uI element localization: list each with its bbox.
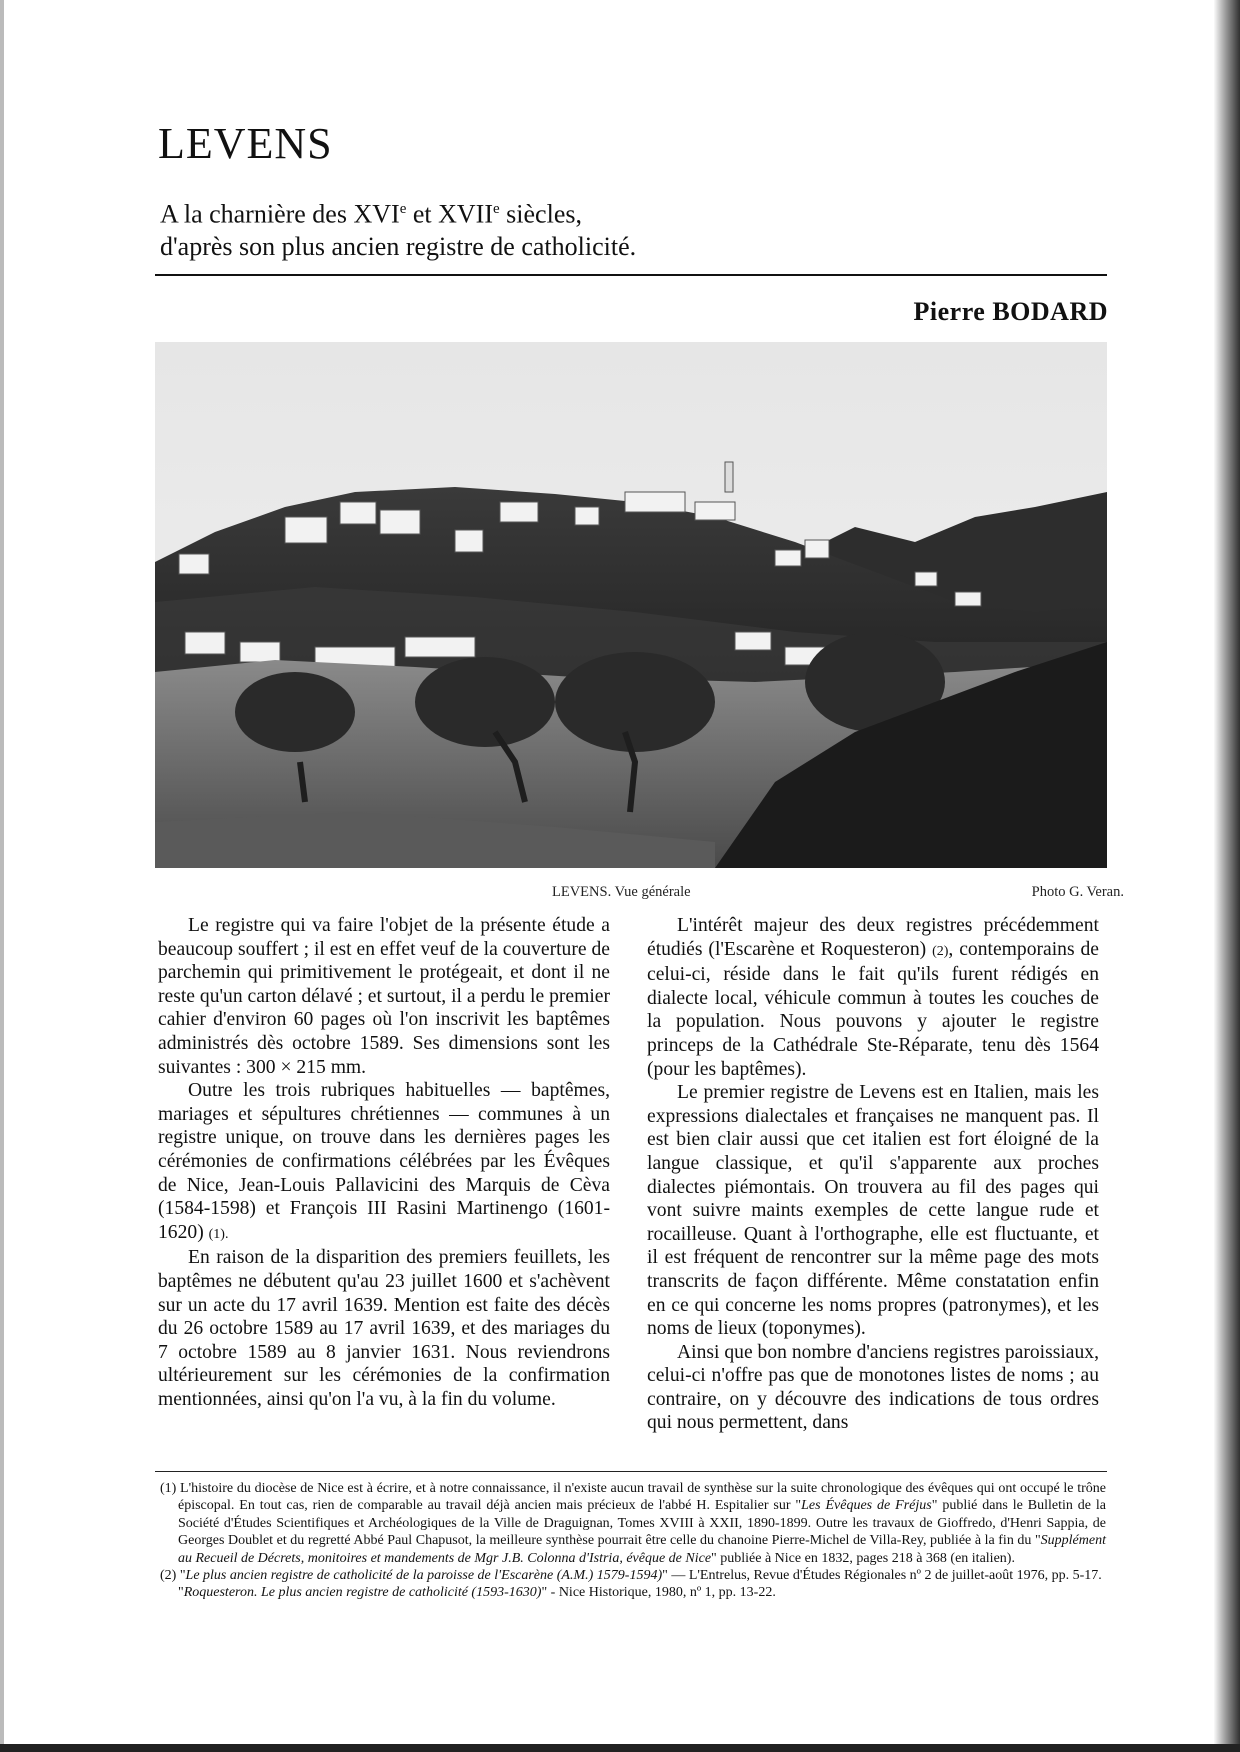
footnote-2 xyxy=(160,1567,1106,1584)
subtitle-text-1: A la charnière des XVI xyxy=(160,199,400,229)
footnote-text: (1) L'histoire du diocèse de Nice est à écrire, et à notre connaissance, il n'existe aucun travail de synthèse sur la suite chronologique des évêques qui ont occupé le trône épiscopal. En tout cas, rien de comparable au travail déjà ancien mais précieux de l'abbé H. Espitalier sur " xyxy=(160,1481,1106,1514)
photo-caption: LEVENS. Vue générale xyxy=(552,884,691,900)
footnote-title: Le plus ancien registre de catholicité de la paroisse de l'Escarène (A.M.) 1579-1594) xyxy=(185,1568,663,1584)
footnote-1 xyxy=(160,1480,1106,1567)
body-paragraph: Ainsi que bon nombre d'anciens registres paroissiaux, celui-ci n'offre pas que de monotones listes de noms ; au contraire, on y découvre des indications de tous ordres qui nous permettent, dans xyxy=(647,1341,1099,1434)
article-title: LEVENS xyxy=(158,119,333,168)
body-column-right xyxy=(647,914,1099,1435)
photo-illustration xyxy=(155,342,1107,868)
footnote-text: " publié dans le Bulletin de la Société d'Études Scientifiques et Archéologiques de la Ville de Draguignan, Tomes XVIII à XXII, 1890-1899. Outre les travaux de Gioffredo, d'Henri Sappia, de Georges Doublet et du regretté Abbé Paul Chapusot, la meilleure synthèse pourrait être celle du chanoine Pierre-Michel de Villa-Rey, publiée à la fin du " xyxy=(178,1498,1107,1549)
article-subtitle xyxy=(160,193,636,263)
body-paragraph xyxy=(647,914,1099,1081)
body-column-left xyxy=(158,914,610,1411)
paragraph-text: L'intérêt majeur des deux registres précédemment étudiés (l'Escarène et Roquesteron) xyxy=(647,915,1099,960)
author-name: Pierre BODARD xyxy=(913,297,1108,326)
footnote-title: Les Évêques de Fréjus xyxy=(801,1498,932,1514)
subtitle-text-3: siècles, xyxy=(499,199,582,229)
footnote-text: " xyxy=(178,1585,184,1601)
page-binding-shadow xyxy=(1214,0,1240,1752)
village-photo xyxy=(155,342,1107,868)
page-bottom-edge xyxy=(0,1744,1240,1752)
title-rule xyxy=(155,274,1107,276)
subtitle-sup-2: e xyxy=(493,201,500,217)
body-paragraph: Le premier registre de Levens est en Italien, mais les expressions dialectales et françaises ne manquent pas. Il est bien clair aussi que cet italien est fort éloigné de la langue classique, et qu'il s'apparente aux proches dialectes piémontais. On trouvera au fil des pages qui vont suivre maints exemples de cette langue rude et rocailleuse. Quant à l'orthographe, elle est fluctuante, et il est fréquent de rencontrer sur la même page des mots transcrits de façon différente. Même constatation enfin en ce qui concerne les noms propres (patronymes), et les noms de lieux (toponymes). xyxy=(647,1082,1099,1340)
footnote-title: Roquesteron. Le plus ancien registre de catholicité (1593-1630) xyxy=(183,1585,542,1601)
footnote-ref: (2) xyxy=(932,943,949,959)
photo-credit: Photo G. Veran. xyxy=(1031,884,1124,900)
body-paragraph xyxy=(158,1079,610,1246)
footnote-text: " publiée à Nice en 1832, pages 218 à 368 (en italien). xyxy=(711,1550,1015,1566)
subtitle-text-4: d'après son plus ancien registre de catholicité. xyxy=(160,231,637,261)
body-paragraph: En raison de la disparition des premiers feuillets, les baptêmes ne débutent qu'au 23 juillet 1600 et s'achèvent sur un acte du 17 avril 1639. Mention est faite des décès du 26 octobre 1589 au 17 avril 1639, et des mariages du 7 octobre 1589 au 8 janvier 1631. Nous reviendrons ultérieurement sur les cérémonies de la confirmation mentionnées, ainsi qu'on l'a vu, à la fin du volume. xyxy=(158,1247,610,1410)
subtitle-sup-1: e xyxy=(399,201,407,217)
footnotes-rule xyxy=(155,1471,1107,1472)
footnote-title: Supplément au Recueil de Décrets, monitoires et mandements de Mgr J.B. Colonna d'Istria, évêque de Nice xyxy=(178,1533,1106,1566)
footnote-text: " - Nice Historique, 1980, nº 1, pp. 13-22. xyxy=(541,1585,776,1601)
page-left-edge xyxy=(0,0,4,1752)
subtitle-text-2: et XVII xyxy=(406,199,493,229)
footnote-text: " — L'Entrelus, Revue d'Études Régionales nº 2 de juillet-août 1976, pp. 5-17. xyxy=(662,1568,1102,1584)
footnotes xyxy=(160,1480,1106,1602)
footnote-text: (2) " xyxy=(160,1568,186,1584)
footnote-ref: (1). xyxy=(208,1226,229,1242)
paragraph-text: Outre les trois rubriques habituelles — baptêmes, mariages et sépultures chrétiennes — communes à un registre unique, on trouve dans les dernières pages les cérémonies de confirmations célébrées par les Évêques de Nice, Jean-Louis Pallavicini des Marquis de Cèva (1584-1598) et François III Rasini Martinengo (1601-1620) xyxy=(158,1080,610,1243)
paragraph-text: , contemporains de celui-ci, réside dans le fait qu'ils furent rédigés en dialecte local, véhicule commun à toutes les couches de la population. Nous pouvons y ajouter le registre princeps de la Cathédrale Ste-Réparate, tenu dès 1564 (pour les baptêmes). xyxy=(647,938,1099,1080)
footnote-2-cont xyxy=(160,1584,1106,1601)
body-paragraph: Le registre qui va faire l'objet de la présente étude a beaucoup souffert ; il est en effet veuf de la couverture de parchemin qui primitivement le protégeait, et dont il ne reste qu'un carton délavé ; et surtout, il a perdu le premier cahier d'environ 60 pages où l'on inscrivit les baptêmes administrés dès octobre 1589. Ses dimensions sont les suivantes : 300 × 215 mm. xyxy=(158,915,610,1078)
